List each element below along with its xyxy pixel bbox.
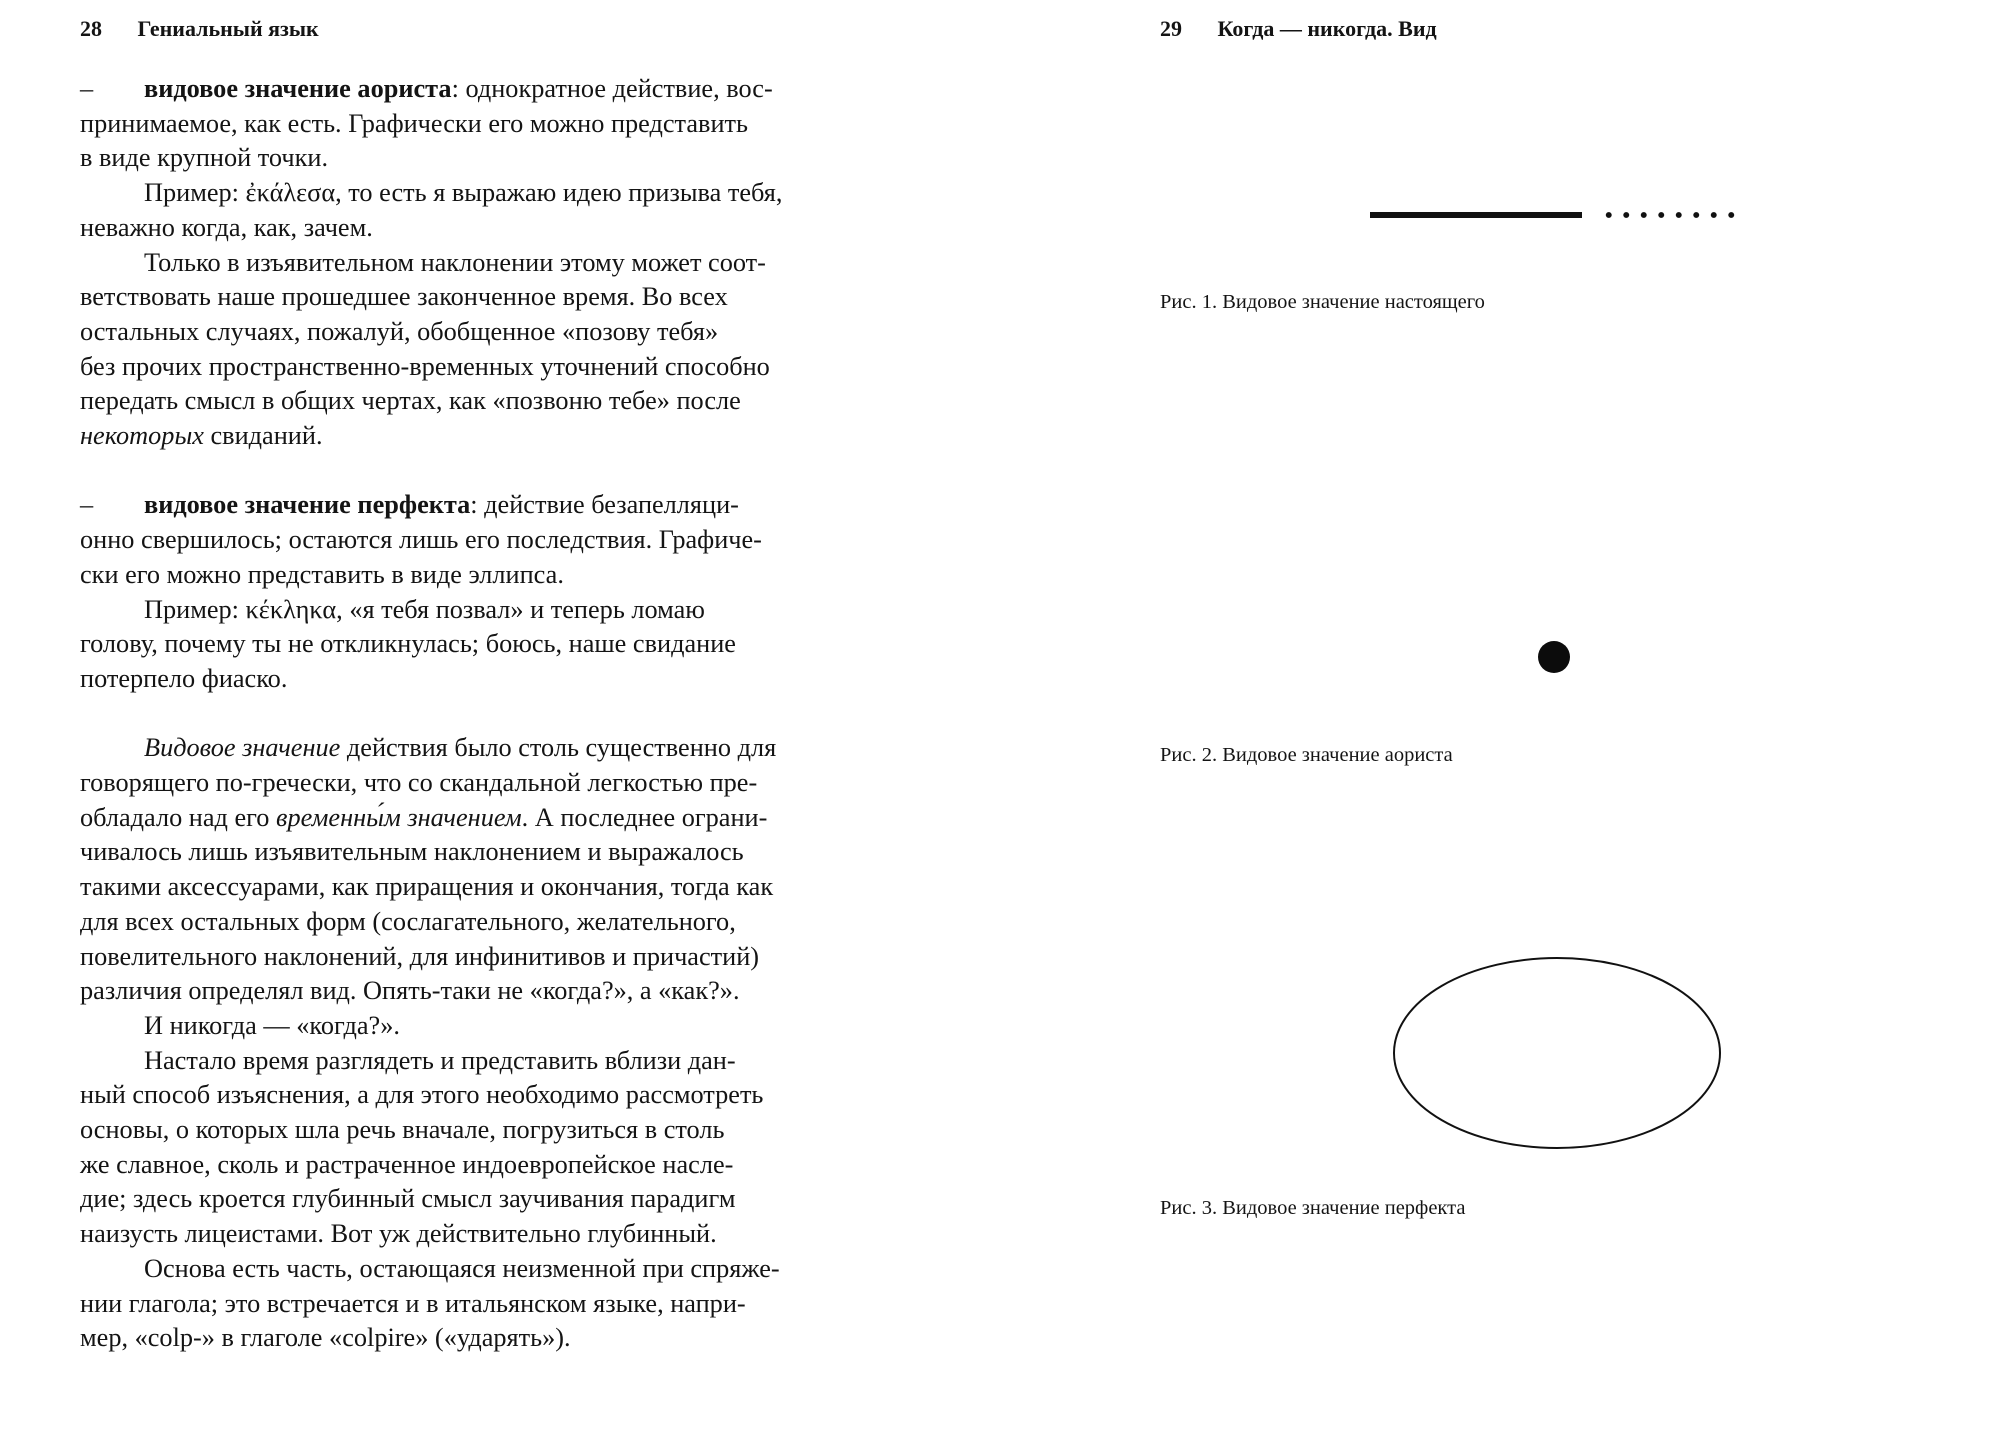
right-page: [1000, 0, 2000, 1442]
left-page-number: 28: [80, 16, 102, 41]
italic-segment: Видовое значение: [144, 733, 341, 763]
dotted-line-segment: [1600, 211, 1740, 219]
left-body-text: [80, 72, 860, 1356]
text-line: принимаемое, как есть. Графически его можно представить: [80, 108, 749, 138]
text-line: такими аксессуарами, как приращения и окончания, тогда как: [80, 872, 774, 902]
paragraph-stem: [80, 1252, 860, 1356]
text-line: [80, 801, 860, 836]
text-line: дие; здесь кроется глубинный смысл заучивания парадигм: [80, 1184, 736, 1214]
ellipse-shape: [1394, 958, 1720, 1148]
text-line: основы, о которых шла речь вначале, погрузиться в столь: [80, 1115, 725, 1145]
text-segment: . А последнее ограни-: [521, 802, 768, 832]
text-line: наизусть лицеистами. Вот уж действительно глубинный.: [80, 1219, 717, 1249]
term-aorist: видовое значение аориста: [144, 74, 452, 103]
text-line: чивалось лишь изъявительным наклонением и выражалось: [80, 837, 744, 867]
figure-aorist-dot: [1538, 641, 1570, 673]
text-line: Основа есть часть, остающаяся неизменной при спряже-: [144, 1253, 780, 1283]
text-line: Пример: ἐκάλεσα, то есть я выражаю идею призыва тебя,: [144, 178, 783, 208]
text-line: онно свершилось; остаются лишь его последствия. Графиче-: [80, 525, 762, 555]
left-running-title: Гениальный язык: [137, 16, 319, 41]
text-line: неважно когда, как, зачем.: [80, 212, 373, 242]
text-segment: свиданий.: [203, 421, 323, 451]
text-line: [80, 488, 860, 523]
text-line: потерпело фиаско.: [80, 663, 288, 693]
text-line: ветствовать наше прошедшее законченное время. Во всех: [80, 282, 728, 312]
paragraph-aspect-meaning: [80, 731, 860, 1009]
figure-3-caption: Рис. 3. Видовое значение перфекта: [1160, 1197, 1466, 1219]
text-segment: действия было столь существенно для: [340, 733, 777, 763]
text-line: передать смысл в общих чертах, как «позвоню тебе» после: [80, 386, 741, 416]
paragraph-perfect-definition: [80, 488, 860, 592]
right-running-head: [1160, 14, 1437, 44]
text-line: [80, 72, 860, 107]
text-segment: : действие безапелляци-: [470, 490, 739, 520]
text-line: Пример: κέκληκα, «я тебя позвал» и теперь ломаю: [144, 594, 705, 624]
paragraph-gap: [80, 697, 860, 732]
text-line: остальных случаях, пожалуй, обобщенное «позову тебя»: [80, 316, 719, 346]
text-line: [80, 731, 860, 766]
text-line: для всех остальных форм (сослагательного, желательного,: [80, 906, 736, 936]
text-line: без прочих пространственно-временных уточнений способно: [80, 351, 770, 381]
list-dash: –: [80, 490, 94, 520]
italic-segment: временны́м значением: [276, 802, 522, 832]
paragraph-gap: [80, 454, 860, 489]
text-line: [80, 419, 860, 454]
paragraph-indicative: [80, 246, 860, 454]
term-perfect: видовое значение перфекта: [144, 490, 471, 520]
text-line: Настало время разглядеть и представить вблизи дан-: [144, 1045, 736, 1075]
text-line: И никогда — «когда?».: [144, 1010, 400, 1040]
solid-line-segment: [1370, 212, 1582, 218]
text-line: нии глагола; это встречается и в итальянском языке, напри-: [80, 1288, 746, 1318]
text-line: голову, почему ты не откликнулась; боюсь, наше свидание: [80, 629, 736, 659]
figure-perfect-ellipse: [1392, 955, 1722, 1151]
figure-1-caption: Рис. 1. Видовое значение настоящего: [1160, 291, 1485, 313]
list-dash: –: [80, 74, 94, 103]
text-line: же славное, сколь и растраченное индоевропейское насле-: [80, 1149, 734, 1179]
text-line: ски его можно представить в виде эллипса.: [80, 559, 564, 589]
italic-segment: некоторых: [80, 421, 204, 451]
paragraph-perfect-example: [80, 593, 860, 697]
text-segment: : однократное действие, вос-: [451, 74, 773, 103]
text-line: Только в изъявительном наклонении этому может соот-: [144, 247, 766, 277]
text-line: повелительного наклонений, для инфинитивов и причастий): [80, 941, 760, 971]
paragraph-time-to-look: [80, 1044, 860, 1252]
figure-present-line: [1370, 206, 1750, 226]
left-running-head: [80, 14, 319, 44]
right-page-number: 29: [1160, 16, 1182, 41]
text-line: в виде крупной точки.: [80, 143, 329, 173]
text-line: различия определял вид. Опять-таки не «когда?», а «как?».: [80, 976, 740, 1006]
paragraph-never: [80, 1009, 860, 1044]
text-segment: обладало над его: [80, 802, 277, 832]
text-line: ный способ изъяснения, а для этого необходимо рассмотреть: [80, 1080, 764, 1110]
right-running-title: Когда — никогда. Вид: [1217, 16, 1437, 41]
paragraph-aorist-definition: [80, 72, 860, 176]
paragraph-aorist-example: [80, 176, 860, 245]
figure-2-caption: Рис. 2. Видовое значение аориста: [1160, 744, 1453, 766]
text-line: говорящего по-гречески, что со скандальной легкостью пре-: [80, 768, 758, 798]
text-line: мер, «colp-» в глаголе «colpire» («ударять»).: [80, 1323, 571, 1353]
